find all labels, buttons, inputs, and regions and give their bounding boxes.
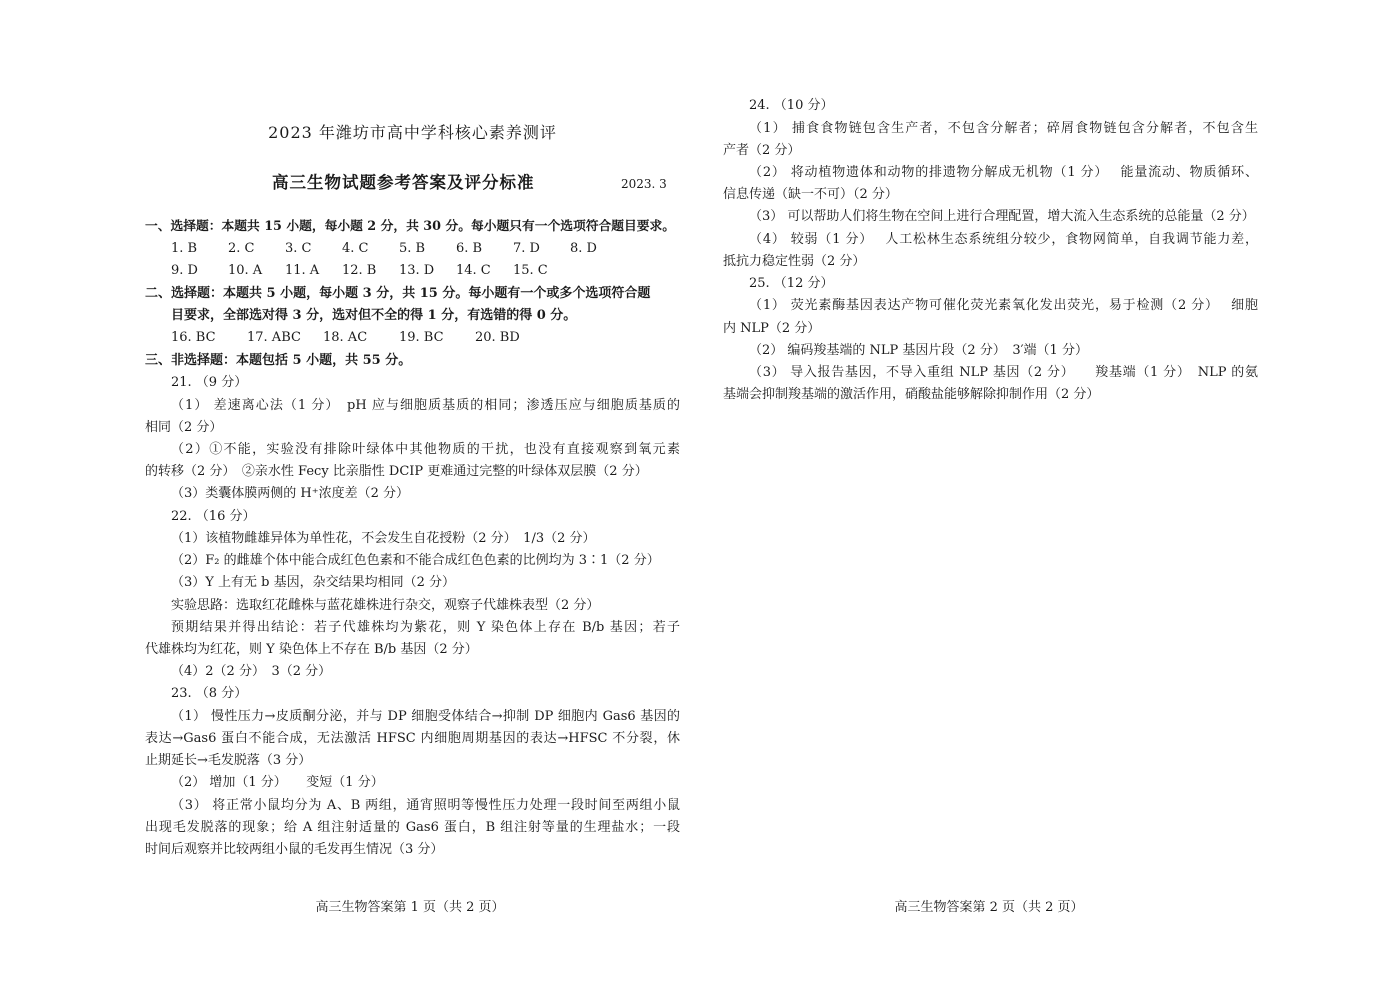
q21-line-5: （3）类囊体膜两侧的 H⁺浓度差（2 分） <box>171 486 410 501</box>
q24-header: 24. （10 分） <box>749 98 834 113</box>
q25-line-5: 基端会抑制羧基端的激活作用，硝酸盐能够解除抑制作用（2 分） <box>723 387 1100 402</box>
q25-line-4: （3） 导入报告基因，不导入重组 NLP 基因（2 分） 羧基端（1 分） NLP 的氨 <box>749 365 1258 380</box>
q22-line-3: （3）Y 上有无 b 基因，杂交结果均相同（2 分） <box>171 575 455 590</box>
q21-line-1: （1） 差速离心法（1 分） pH 应与细胞质基质的相同；渗透压应与细胞质基质的 <box>171 398 680 413</box>
q25-header: 25. （12 分） <box>749 276 834 291</box>
q22-line-4: 实验思路：选取红花雌株与蓝花雄株进行杂交，观察子代雄株表型（2 分） <box>171 598 600 613</box>
q24-line-4: 信息传递（缺一不可）（2 分） <box>723 187 898 202</box>
section-2-answers <box>145 328 680 348</box>
document-date: 2023. 3 <box>621 177 667 191</box>
answer-10: 10. A <box>228 263 263 278</box>
q21-line-2: 相同（2 分） <box>145 420 223 435</box>
answer-17: 17. ABC <box>247 330 301 345</box>
section-2-heading-cont: 目要求，全部选对得 3 分，选对但不全的得 1 分，有选错的得 0 分。 <box>171 308 577 323</box>
answer-16: 16. BC <box>171 330 216 345</box>
answer-14: 14. C <box>456 263 491 278</box>
q23-line-1: （1） 慢性压力→皮质酮分泌，并与 DP 细胞受体结合→抑制 DP 细胞内 Gas6 基因的 <box>171 709 680 724</box>
q22-line-2: （2）F₂ 的雌雄个体中能合成红色色素和不能合成红色色素的比例均为 3∶1（2 分） <box>171 553 660 568</box>
q23-line-7: 时间后观察并比较两组小鼠的毛发再生情况（3 分） <box>145 842 444 857</box>
q21-header: 21. （9 分） <box>171 375 248 390</box>
section-1-heading: 一、选择题：本题共 15 小题，每小题 2 分，共 30 分。每小题只有一个选项符合题目要求。 <box>145 219 675 234</box>
page-2-footer: 高三生物答案第 2 页（共 2 页） <box>894 900 1084 915</box>
answer-6: 6. B <box>456 241 483 256</box>
answer-20: 20. BD <box>475 330 520 345</box>
document-subtitle: 高三生物试题参考答案及评分标准 <box>272 173 535 192</box>
answer-15: 15. C <box>513 263 548 278</box>
answer-3: 3. C <box>285 241 312 256</box>
q23-line-5: （3） 将正常小鼠均分为 A、B 两组，通宵照明等慢性压力处理一段时间至两组小鼠 <box>171 798 680 813</box>
answer-8: 8. D <box>570 241 597 256</box>
q22-line-7: （4）2（2 分） 3（2 分） <box>171 664 332 679</box>
q21-line-3: （2）①不能，实验没有排除叶绿体中其他物质的干扰，也没有直接观察到氧元素 <box>171 442 680 457</box>
q24-line-1: （1） 捕食食物链包含生产者，不包含分解者；碎屑食物链包含分解者，不包含生 <box>749 121 1258 136</box>
q23-line-3: 止期延长→毛发脱落（3 分） <box>145 753 312 768</box>
section-1-answers-row-1 <box>145 239 680 259</box>
q23-line-2: 表达→Gas6 蛋白不能合成，无法激活 HFSC 内细胞周期基因的表达→HFSC 不分裂，休 <box>145 731 680 746</box>
answer-13: 13. D <box>399 263 435 278</box>
answer-11: 11. A <box>285 263 320 278</box>
q22-line-1: （1）该植物雌雄异体为单性花，不会发生自花授粉（2 分） 1/3（2 分） <box>171 531 596 546</box>
q25-line-3: （2） 编码羧基端的 NLP 基因片段（2 分） 3′端（1 分） <box>749 343 1088 358</box>
answer-4: 4. C <box>342 241 369 256</box>
q23-line-6: 出现毛发脱落的现象；给 A 组注射适量的 Gas6 蛋白，B 组注射等量的生理盐水；一段 <box>145 820 680 835</box>
answer-1: 1. B <box>171 241 198 256</box>
q22-line-5: 预期结果并得出结论：若子代雄株均为紫花，则 Y 染色体上存在 B/b 基因；若子 <box>171 620 680 635</box>
q24-line-2: 产者（2 分） <box>723 143 801 158</box>
q23-header: 23. （8 分） <box>171 686 248 701</box>
q21-line-4: 的转移（2 分） ②亲水性 Fecy 比亲脂性 DCIP 更难通过完整的叶绿体双层膜（2 分） <box>145 464 648 479</box>
q24-line-5: （3） 可以帮助人们将生物在空间上进行合理配置，增大流入生态系统的总能量（2 分） <box>749 209 1255 224</box>
q24-line-3: （2） 将动植物遗体和动物的排遗物分解成无机物（1 分） 能量流动、物质循环、 <box>749 165 1258 180</box>
q22-header: 22. （16 分） <box>171 509 256 524</box>
answer-12: 12. B <box>342 263 377 278</box>
section-2-heading: 二、选择题：本题共 5 小题，每小题 3 分，共 15 分。每小题有一个或多个选项符合题 <box>145 286 651 301</box>
answer-2: 2. C <box>228 241 255 256</box>
q23-line-4: （2） 增加（1 分） 变短（1 分） <box>171 775 384 790</box>
q24-line-7: 抵抗力稳定性弱（2 分） <box>723 254 866 269</box>
answer-19: 19. BC <box>399 330 444 345</box>
document-title: 2023 年潍坊市高中学科核心素养测评 <box>268 123 557 142</box>
answer-5: 5. B <box>399 241 426 256</box>
section-3-heading: 三、非选择题：本题包括 5 小题，共 55 分。 <box>145 353 412 368</box>
page-1-footer: 高三生物答案第 1 页（共 2 页） <box>315 900 505 915</box>
q24-line-6: （4） 较弱（1 分） 人工松林生态系统组分较少，食物网简单，自我调节能力差， <box>749 232 1258 247</box>
q25-line-1: （1） 荧光素酶基因表达产物可催化荧光素氧化发出荧光，易于检测（2 分） 细胞 <box>749 298 1258 313</box>
q22-line-6: 代雄株均为红花，则 Y 染色体上不存在 B/b 基因（2 分） <box>145 642 478 657</box>
section-1-answers-row-2 <box>145 261 680 281</box>
answer-9: 9. D <box>171 263 198 278</box>
answer-7: 7. D <box>513 241 540 256</box>
q25-line-2: 内 NLP（2 分） <box>723 321 821 336</box>
answer-18: 18. AC <box>323 330 368 345</box>
